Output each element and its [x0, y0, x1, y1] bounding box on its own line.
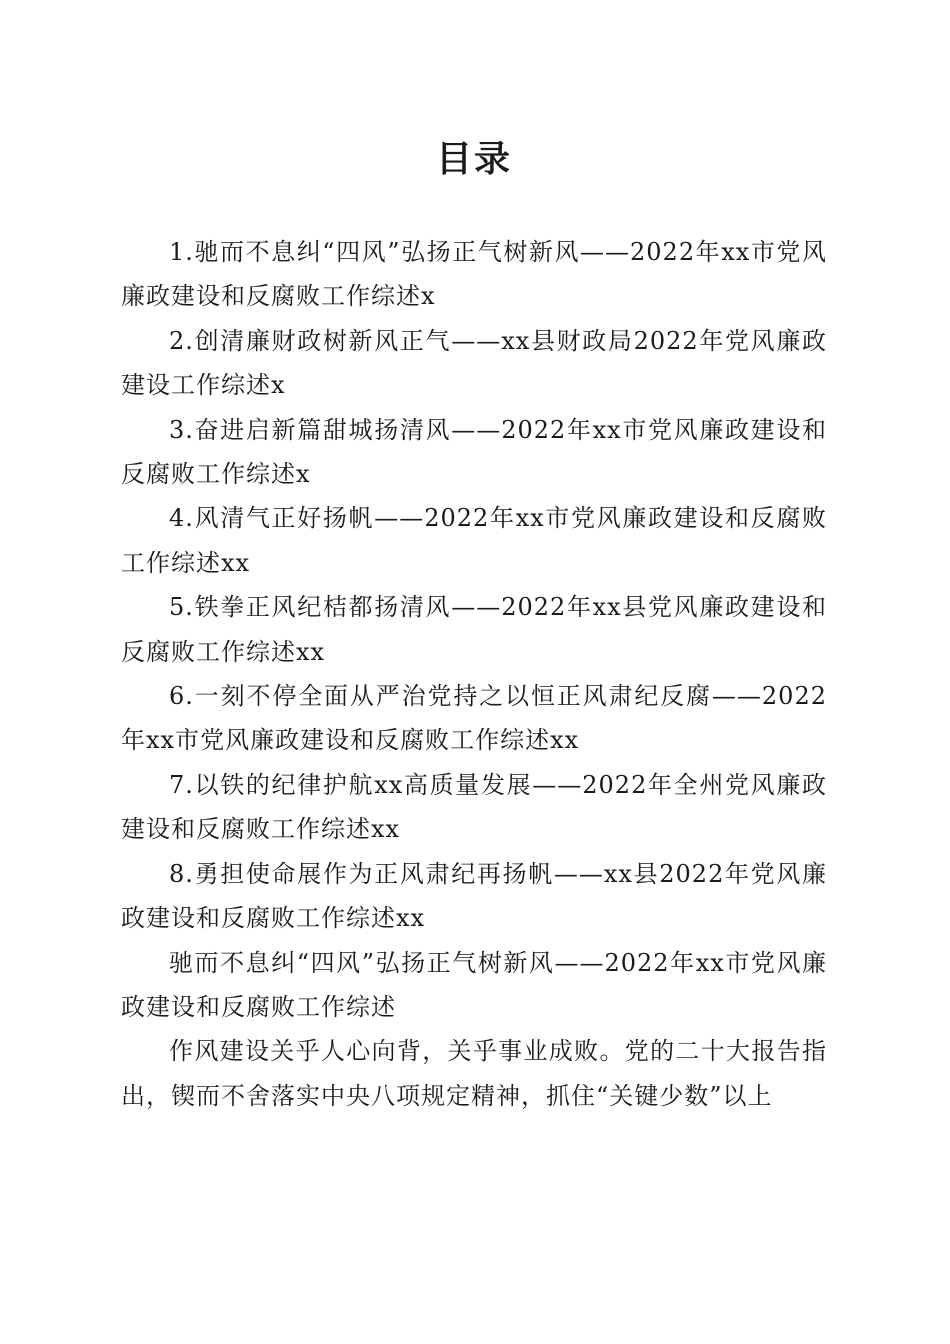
- toc-entry-5: 5.铁拳正风纪桔都扬清风——2022年xx县党风廉政建设和反腐败工作综述xx: [121, 593, 827, 666]
- article-paragraph: 作风建设关乎人心向背，关乎事业成败。党的二十大报告指出，锲而不舍落实中央八项规定精神，抓住“关键少数”以上: [121, 1037, 827, 1110]
- toc-entry-4: 4.风清气正好扬帆——2022年xx市党风廉政建设和反腐败工作综述xx: [121, 504, 827, 577]
- document-body: [121, 230, 827, 1118]
- toc-entry-6: 6.一刻不停全面从严治党持之以恒正风肃纪反腐——2022年xx市党风廉政建设和反腐败工作综述xx: [121, 682, 827, 755]
- toc-entry-7: 7.以铁的纪律护航xx高质量发展——2022年全州党风廉政建设和反腐败工作综述xx: [121, 770, 827, 844]
- document-title: 目录: [435, 138, 512, 180]
- toc-entry-8: 8.勇担使命展作为正风肃纪再扬帆——xx县2022年党风廉政建设和反腐败工作综述xx: [121, 859, 827, 933]
- toc-entry-3: 3.奋进启新篇甜城扬清风——2022年xx市党风廉政建设和反腐败工作综述x: [121, 415, 827, 489]
- toc-entry-2: 2.创清廉财政树新风正气——xx县财政局2022年党风廉政建设工作综述x: [121, 326, 827, 400]
- article-heading: 驰而不息纠“四风”弘扬正气树新风——2022年xx市党风廉政建设和反腐败工作综述: [121, 948, 827, 1021]
- toc-entry-1: 1.驰而不息纠“四风”弘扬正气树新风——2022年xx市党风廉政建设和反腐败工作综述x: [121, 238, 827, 311]
